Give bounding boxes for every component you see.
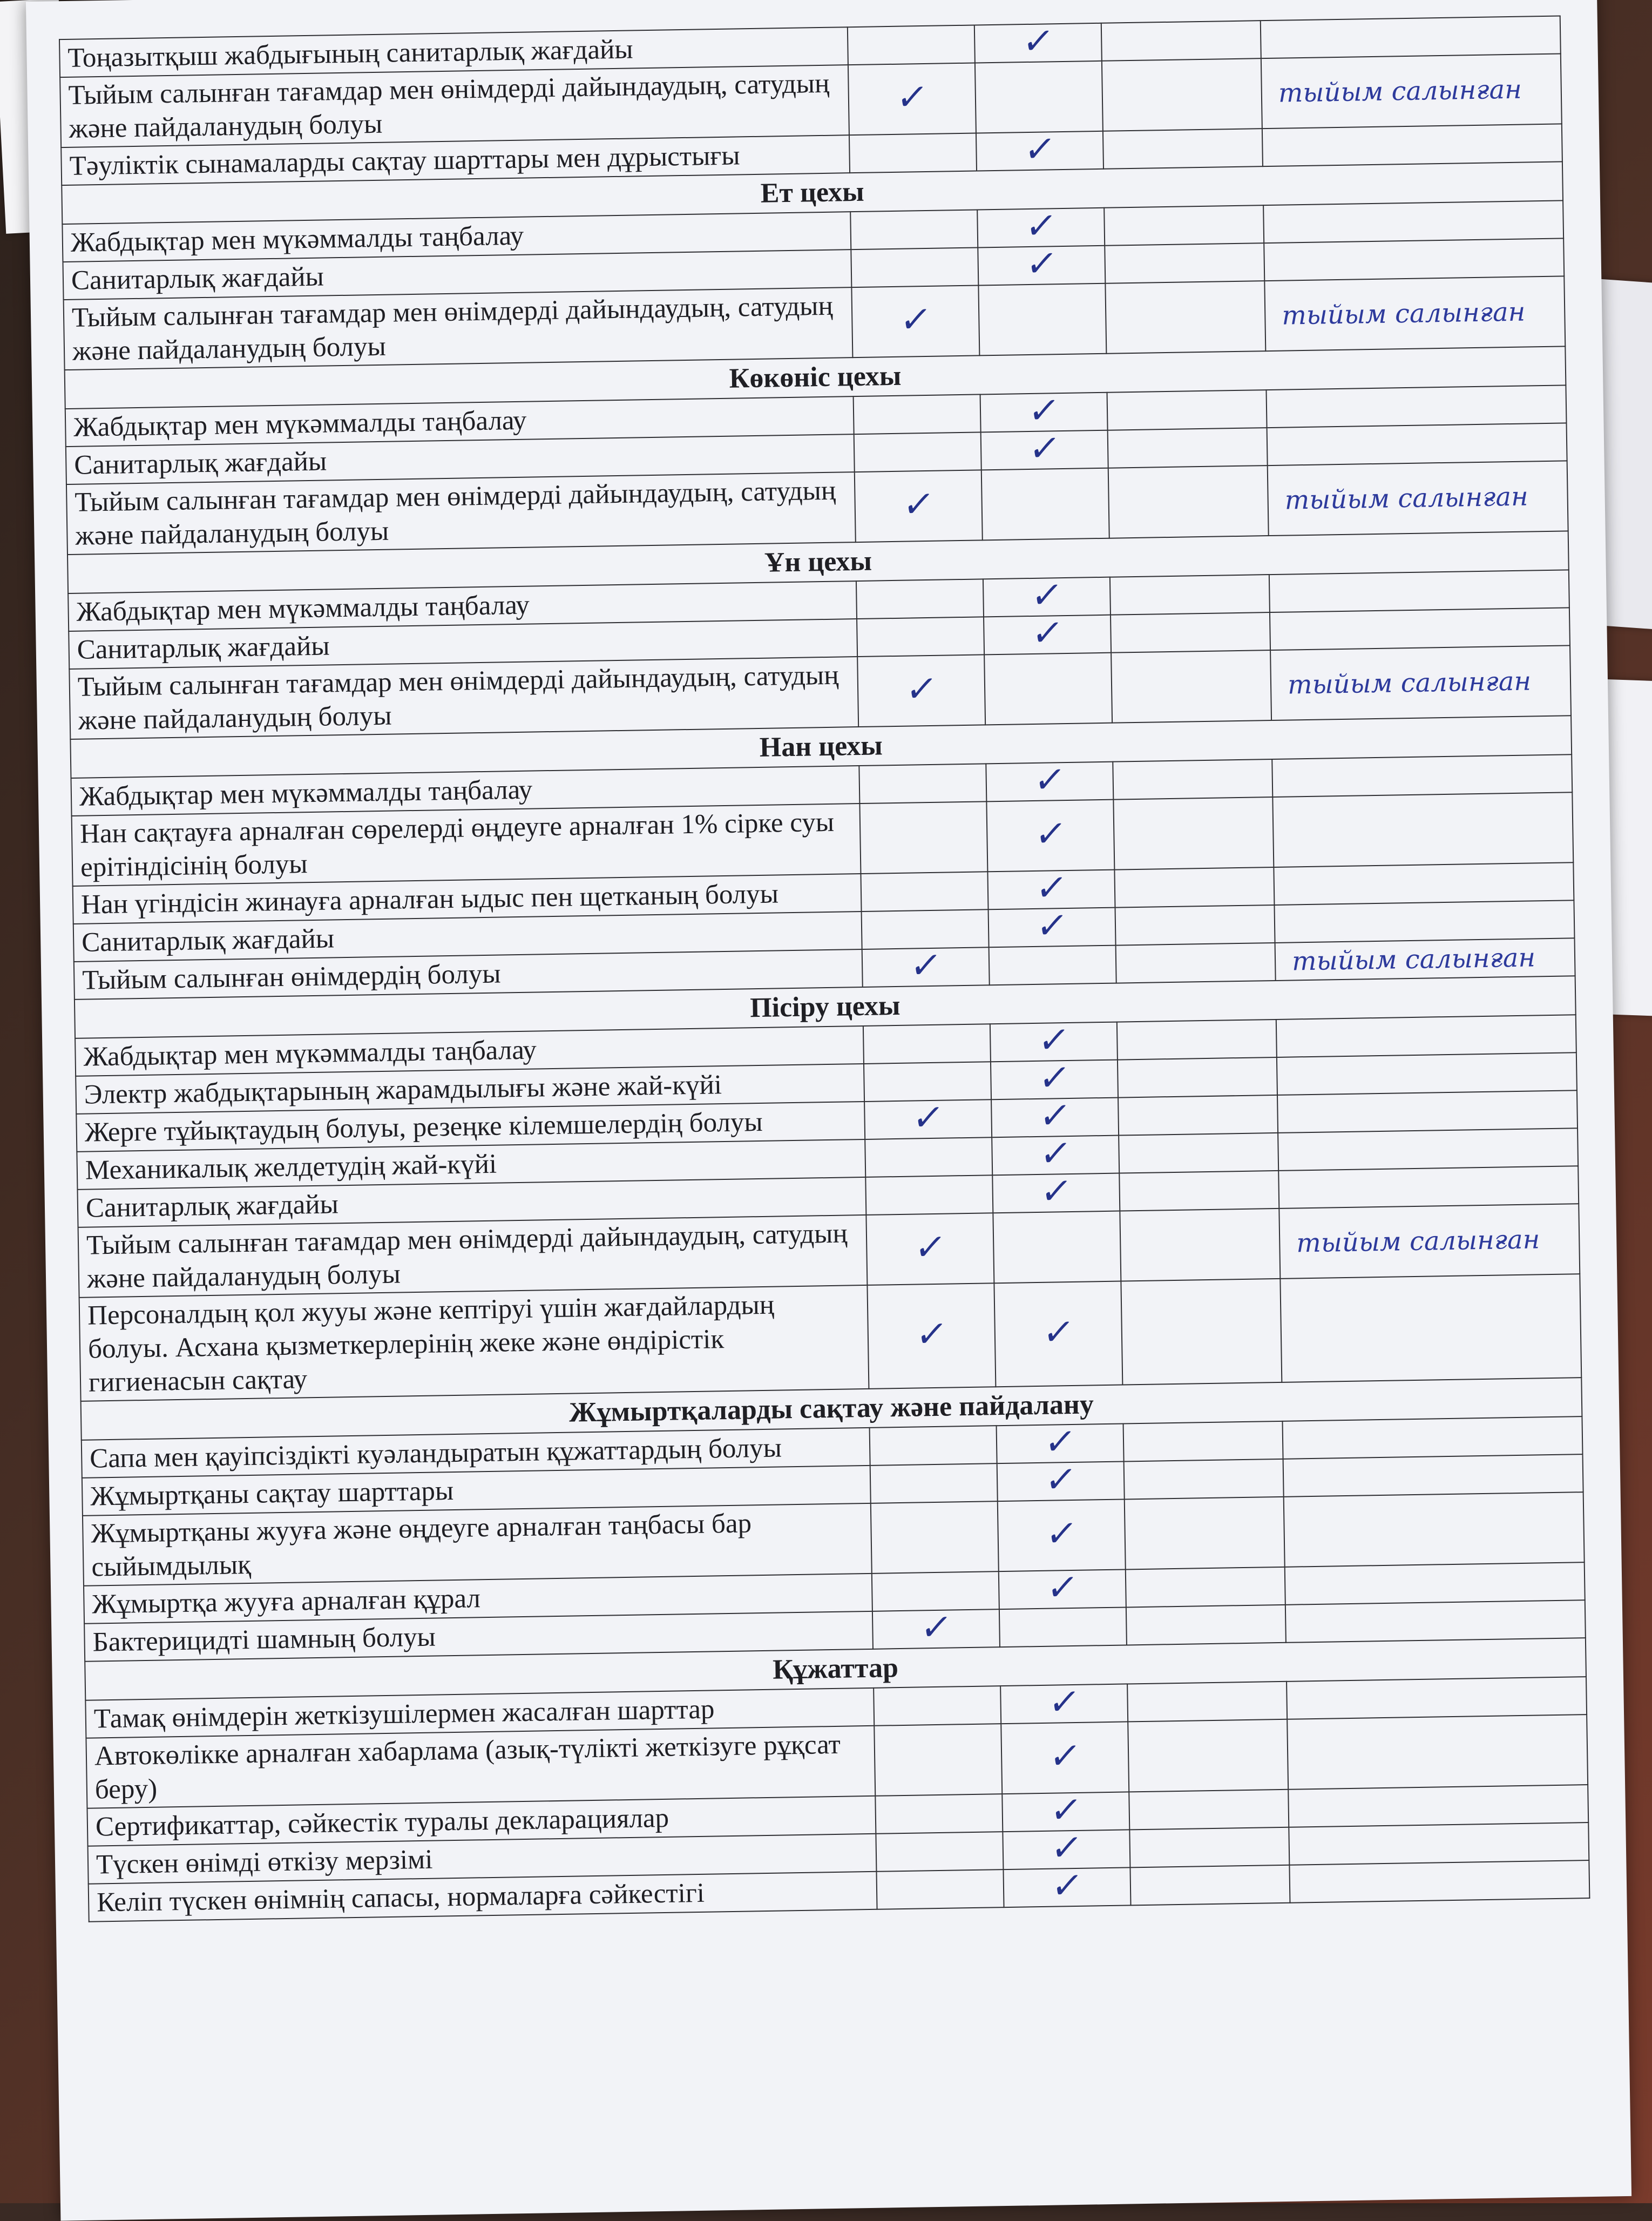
criterion-text: Жерге тұйықтаудың болуы, резеңке кілемшелердің болуы — [76, 1102, 865, 1152]
mark-cell-col1 — [870, 1463, 998, 1503]
mark-cell-col1 — [876, 1832, 1003, 1872]
mark-cell-col1 — [859, 764, 986, 804]
criterion-text: Сертификаттар, сәйкестік туралы декларациялар — [87, 1796, 876, 1846]
handwritten-note — [1289, 1860, 1589, 1903]
mark-cell-col2 — [984, 653, 1112, 725]
checkmark-icon: ✓ — [1035, 1018, 1072, 1061]
criterion-text: Санитарлық жағдайы — [66, 434, 855, 484]
empty-cell — [1123, 1421, 1283, 1462]
criterion-text: Жабдықтар мен мүкәммалды таңбалау — [71, 766, 859, 816]
handwritten-note — [1272, 754, 1572, 797]
mark-cell-col1 — [850, 210, 978, 249]
mark-cell-col2 — [991, 1094, 1119, 1138]
checkmark-icon: ✓ — [1047, 1788, 1085, 1831]
mark-cell-col1 — [857, 654, 985, 727]
empty-cell — [1116, 943, 1276, 983]
mark-cell-col2 — [989, 946, 1116, 985]
checkmark-icon: ✓ — [1026, 427, 1063, 470]
checkmark-icon: ✓ — [1040, 1311, 1077, 1353]
mark-cell-col1 — [874, 1686, 1001, 1726]
section-title: Көкөніс цехы — [65, 346, 1566, 409]
empty-cell — [1101, 21, 1261, 61]
handwritten-note: тыйым салынған — [1268, 461, 1568, 536]
checkmark-icon: ✓ — [1020, 20, 1057, 63]
handwritten-note — [1269, 570, 1569, 612]
checkmark-icon: ✓ — [1031, 758, 1068, 801]
mark-cell-col2 — [1001, 1722, 1129, 1794]
mark-cell-col2 — [981, 427, 1108, 470]
criterion-text: Автокөлікке арналған хабарлама (азық-түлікті жеткізуге рұқсат беру) — [86, 1726, 875, 1808]
mark-cell-col2 — [999, 1566, 1126, 1609]
criterion-text: Санитарлық жағдайы — [77, 1177, 866, 1227]
handwritten-note — [1280, 1274, 1581, 1382]
mark-cell-col1 — [854, 394, 981, 434]
checkmark-icon: ✓ — [1023, 205, 1060, 247]
empty-cell — [1126, 1567, 1285, 1608]
empty-cell — [1102, 58, 1262, 131]
mark-cell-col2 — [986, 758, 1113, 802]
checklist-table — [59, 15, 1590, 1922]
criterion-text: Бактерицидті шамның болуы — [84, 1611, 873, 1662]
checkmark-icon: ✓ — [1033, 866, 1070, 909]
handwritten-note — [1266, 385, 1566, 428]
checkmark-icon: ✓ — [1042, 1458, 1079, 1501]
criterion-text: Тыйым салынған тағамдар мен өнімдерді дайындаудың, сатудың және пайдаланудың болуы — [69, 657, 858, 739]
mark-cell-col2 — [999, 1607, 1127, 1647]
handwritten-note — [1285, 1562, 1585, 1605]
checkmark-icon: ✓ — [1041, 1420, 1079, 1463]
empty-cell — [1118, 1057, 1277, 1098]
handwritten-note: тыйым салынған — [1279, 1204, 1580, 1279]
empty-cell — [1121, 1279, 1282, 1385]
mark-cell-col1 — [865, 1137, 992, 1177]
checkmark-icon: ✓ — [910, 1096, 946, 1139]
checkmark-icon: ✓ — [913, 1313, 950, 1355]
empty-cell — [1119, 1171, 1279, 1211]
checkmark-icon: ✓ — [1038, 1170, 1075, 1212]
handwritten-note — [1285, 1600, 1586, 1643]
mark-cell-col2 — [1003, 1826, 1130, 1869]
criterion-text: Жұмыртқаны сақтау шарттары — [82, 1466, 871, 1516]
mark-cell-col1 — [862, 944, 990, 987]
mark-cell-col1 — [851, 247, 978, 287]
empty-cell — [1103, 129, 1263, 169]
checkmark-icon: ✓ — [1021, 128, 1058, 171]
mark-cell-col1 — [849, 133, 977, 173]
criterion-text: Механикалық желдетудің жай-күйі — [77, 1139, 865, 1190]
mark-cell-col1 — [874, 1724, 1002, 1796]
empty-cell — [1117, 1020, 1277, 1060]
mark-cell-col1 — [848, 25, 975, 65]
mark-cell-col2 — [980, 389, 1108, 433]
empty-cell — [1115, 905, 1275, 946]
empty-cell — [1113, 797, 1274, 870]
handwritten-note — [1272, 792, 1573, 867]
handwritten-note — [1276, 1015, 1576, 1057]
criterion-text: Тыйым салынған тағамдар мен өнімдерді дайындаудың, сатудың және пайдаланудың болуы — [64, 287, 853, 370]
empty-cell — [1111, 650, 1271, 723]
criterion-text: Жұмыртқа жууға арналған құрал — [84, 1574, 872, 1624]
mark-cell-col2 — [997, 1420, 1124, 1464]
mark-cell-col2 — [989, 904, 1116, 948]
mark-cell-col2 — [984, 611, 1111, 655]
mark-cell-col2 — [991, 1056, 1118, 1100]
criterion-text: Электр жабдықтарының жарамдылығы және жай-күйі — [76, 1064, 864, 1114]
handwritten-note — [1287, 1677, 1587, 1719]
mark-cell-col1 — [861, 872, 988, 912]
checkmark-icon: ✓ — [1044, 1566, 1081, 1609]
criterion-text: Тыйым салынған тағамдар мен өнімдерді дайындаудың, сатудың және пайдаланудың болуы — [60, 65, 849, 147]
mark-cell-col2 — [986, 800, 1114, 872]
criterion-text: Персоналдың қол жууы және кептіруі үшін жағдайлардың болуы. Асхана қызметкерлерінің жеке және өндірістік гигиенасын сақтау — [79, 1285, 869, 1401]
criterion-text: Жұмыртқаны жууға және өңдеуге арналған таңбасы бар сыйымдылық — [83, 1503, 872, 1586]
criterion-text: Жабдықтар мен мүкәммалды таңбалау — [62, 212, 851, 262]
criterion-text: Сапа мен қауіпсіздікті куәландыратын құжаттардың болуы — [82, 1428, 870, 1478]
mark-cell-col1 — [856, 579, 984, 619]
mark-cell-col1 — [848, 63, 976, 136]
checkmark-icon: ✓ — [897, 298, 934, 341]
criterion-text: Жабдықтар мен мүкәммалды таңбалау — [68, 581, 857, 631]
mark-cell-col1 — [854, 432, 981, 472]
checkmark-icon: ✓ — [1046, 1680, 1083, 1723]
mark-cell-col2 — [997, 1458, 1125, 1501]
handwritten-note — [1262, 124, 1562, 166]
checkmark-icon: ✓ — [1048, 1826, 1085, 1869]
empty-cell — [1124, 1459, 1284, 1500]
checkmark-icon: ✓ — [900, 483, 937, 525]
mark-cell-col1 — [875, 1794, 1003, 1834]
checkmark-icon: ✓ — [1036, 1056, 1073, 1099]
checkmark-icon: ✓ — [1028, 574, 1065, 617]
handwritten-note — [1267, 423, 1567, 465]
empty-cell — [1104, 205, 1264, 246]
mark-cell-col2 — [978, 283, 1106, 356]
section-title: Жұмыртқаларды сақтау және пайдалану — [81, 1378, 1582, 1440]
handwritten-note — [1284, 1492, 1585, 1567]
empty-cell — [1119, 1133, 1278, 1173]
criterion-text: Тамақ өнімдерін жеткізушілермен жасалған шарттар — [85, 1688, 874, 1738]
criterion-text: Келіп түскен өнімнің сапасы, нормаларға сәйкестігі — [89, 1872, 877, 1922]
criterion-text: Түскен өнімді өткізу мерзімі — [88, 1834, 877, 1884]
criterion-text: Тоңазытқыш жабдығының санитарлық жағдайы — [59, 27, 848, 77]
empty-cell — [1110, 575, 1270, 615]
mark-cell-col1 — [870, 1426, 997, 1466]
empty-cell — [1105, 281, 1265, 354]
mark-cell-col1 — [862, 909, 989, 949]
checkmark-icon: ✓ — [1043, 1512, 1080, 1555]
mark-cell-col2 — [974, 20, 1102, 63]
checkmark-icon: ✓ — [1037, 1132, 1074, 1174]
handwritten-note: тыйым салынған — [1270, 645, 1571, 720]
checkmark-icon: ✓ — [1029, 611, 1066, 654]
mark-cell-col1 — [865, 1175, 993, 1215]
mark-cell-col1 — [864, 1062, 991, 1102]
criterion-text: Жабдықтар мен мүкәммалды таңбалау — [75, 1026, 864, 1076]
empty-cell — [1111, 612, 1270, 653]
section-title: Ет цехы — [62, 161, 1563, 224]
mark-cell-col2 — [1003, 1864, 1130, 1907]
mark-cell-col2 — [1002, 1788, 1129, 1832]
mark-cell-col2 — [994, 1281, 1122, 1387]
criterion-text: Тыйым салынған тағамдар мен өнімдерді дайындаудың, сатудың және пайдаланудың болуы — [66, 472, 856, 555]
checkmark-icon: ✓ — [1033, 904, 1071, 947]
mark-cell-col2 — [975, 61, 1103, 133]
checklist-sheet — [26, 0, 1631, 2221]
criterion-text: Нан үгіндісін жинауға арналған ыдыс пен щетканың болуы — [73, 874, 862, 924]
empty-cell — [1130, 1865, 1290, 1906]
handwritten-note — [1278, 1166, 1579, 1209]
empty-cell — [1113, 759, 1272, 800]
handwritten-note — [1289, 1822, 1589, 1865]
section-title: Құжаттар — [85, 1638, 1586, 1700]
checkmark-icon: ✓ — [918, 1606, 954, 1649]
empty-cell — [1120, 1209, 1280, 1281]
mark-cell-col2 — [990, 1018, 1118, 1062]
checkmark-icon: ✓ — [1023, 242, 1060, 285]
criterion-text: Санитарлық жағдайы — [63, 249, 851, 300]
empty-cell — [1107, 390, 1267, 430]
checkmark-icon: ✓ — [907, 944, 944, 987]
mark-cell-col1 — [866, 1213, 994, 1285]
mark-cell-col1 — [851, 285, 979, 357]
mark-cell-col1 — [876, 1869, 1004, 1909]
mark-cell-col2 — [992, 1132, 1119, 1176]
handwritten-note — [1278, 1128, 1578, 1171]
checkmark-icon: ✓ — [1037, 1094, 1073, 1137]
checkmark-icon: ✓ — [912, 1226, 949, 1268]
checkmark-icon: ✓ — [893, 76, 931, 118]
handwritten-note — [1270, 607, 1570, 650]
section-title: Нан цехы — [70, 715, 1572, 778]
empty-cell — [1127, 1682, 1287, 1722]
empty-cell — [1118, 1095, 1278, 1136]
checkmark-icon: ✓ — [903, 667, 940, 710]
mark-cell-col2 — [978, 242, 1105, 286]
handwritten-note — [1274, 862, 1574, 905]
mark-cell-col2 — [1000, 1680, 1128, 1724]
criterion-text: Жабдықтар мен мүкәммалды таңбалау — [65, 396, 854, 447]
mark-cell-col2 — [992, 1170, 1120, 1213]
empty-cell — [1105, 243, 1264, 283]
mark-cell-col1 — [872, 1571, 999, 1611]
handwritten-note — [1277, 1090, 1577, 1133]
handwritten-note: тыйым салынған — [1275, 938, 1575, 981]
empty-cell — [1129, 1790, 1289, 1830]
mark-cell-col1 — [855, 470, 983, 542]
mark-cell-col2 — [977, 205, 1105, 248]
checkmark-icon: ✓ — [1032, 812, 1069, 855]
criterion-text: Санитарлық жағдайы — [73, 912, 862, 962]
handwritten-note — [1264, 238, 1564, 281]
mark-cell-col1 — [871, 1501, 999, 1574]
checkmark-icon: ✓ — [1048, 1864, 1086, 1907]
empty-cell — [1114, 867, 1274, 908]
mark-cell-col2 — [998, 1499, 1126, 1571]
section-title: Пісіру цехы — [75, 976, 1576, 1038]
handwritten-note — [1274, 900, 1574, 943]
handwritten-note — [1283, 1454, 1583, 1497]
handwritten-note — [1277, 1052, 1577, 1095]
criterion-text: Тыйым салынған тағамдар мен өнімдерді дайындаудың, сатудың және пайдаланудың болуы — [78, 1215, 868, 1298]
handwritten-note — [1282, 1416, 1582, 1459]
mark-cell-col1 — [863, 1024, 991, 1064]
mark-cell-col1 — [857, 617, 984, 657]
handwritten-note — [1287, 1714, 1588, 1790]
mark-cell-col1 — [864, 1096, 992, 1139]
empty-cell — [1129, 1827, 1289, 1868]
empty-cell — [1108, 428, 1268, 468]
checkmark-icon: ✓ — [1046, 1734, 1084, 1777]
empty-cell — [1125, 1497, 1285, 1570]
mark-cell-col1 — [859, 801, 987, 874]
handwritten-note: тыйым салынған — [1264, 276, 1565, 351]
mark-cell-col1 — [867, 1283, 996, 1389]
criterion-text: Нан сақтауға арналған сөрелерді өңдеуге арналған 1% сірке суы ерітіндісінің болуы — [72, 804, 861, 886]
mark-cell-col2 — [976, 128, 1103, 171]
handwritten-note: тыйым салынған — [1261, 53, 1562, 129]
mark-cell-col1 — [872, 1606, 1000, 1649]
mark-cell-col2 — [983, 574, 1111, 617]
criterion-text: Тәуліктік сынамаларды сақтау шарттары мен дұрыстығы — [61, 135, 850, 185]
empty-cell — [1126, 1605, 1286, 1645]
mark-cell-col2 — [981, 468, 1109, 541]
empty-cell — [1128, 1719, 1288, 1792]
checkmark-icon: ✓ — [1025, 389, 1062, 432]
handwritten-note — [1288, 1785, 1588, 1827]
section-title: Ұн цехы — [67, 531, 1569, 593]
mark-cell-col2 — [993, 1211, 1121, 1284]
handwritten-note — [1263, 200, 1563, 243]
handwritten-note — [1261, 16, 1561, 58]
criterion-text: Санитарлық жағдайы — [69, 619, 857, 669]
empty-cell — [1108, 465, 1269, 538]
mark-cell-col2 — [987, 866, 1115, 910]
criterion-text: Тыйым салынған өнімдердің болуы — [74, 949, 863, 1000]
